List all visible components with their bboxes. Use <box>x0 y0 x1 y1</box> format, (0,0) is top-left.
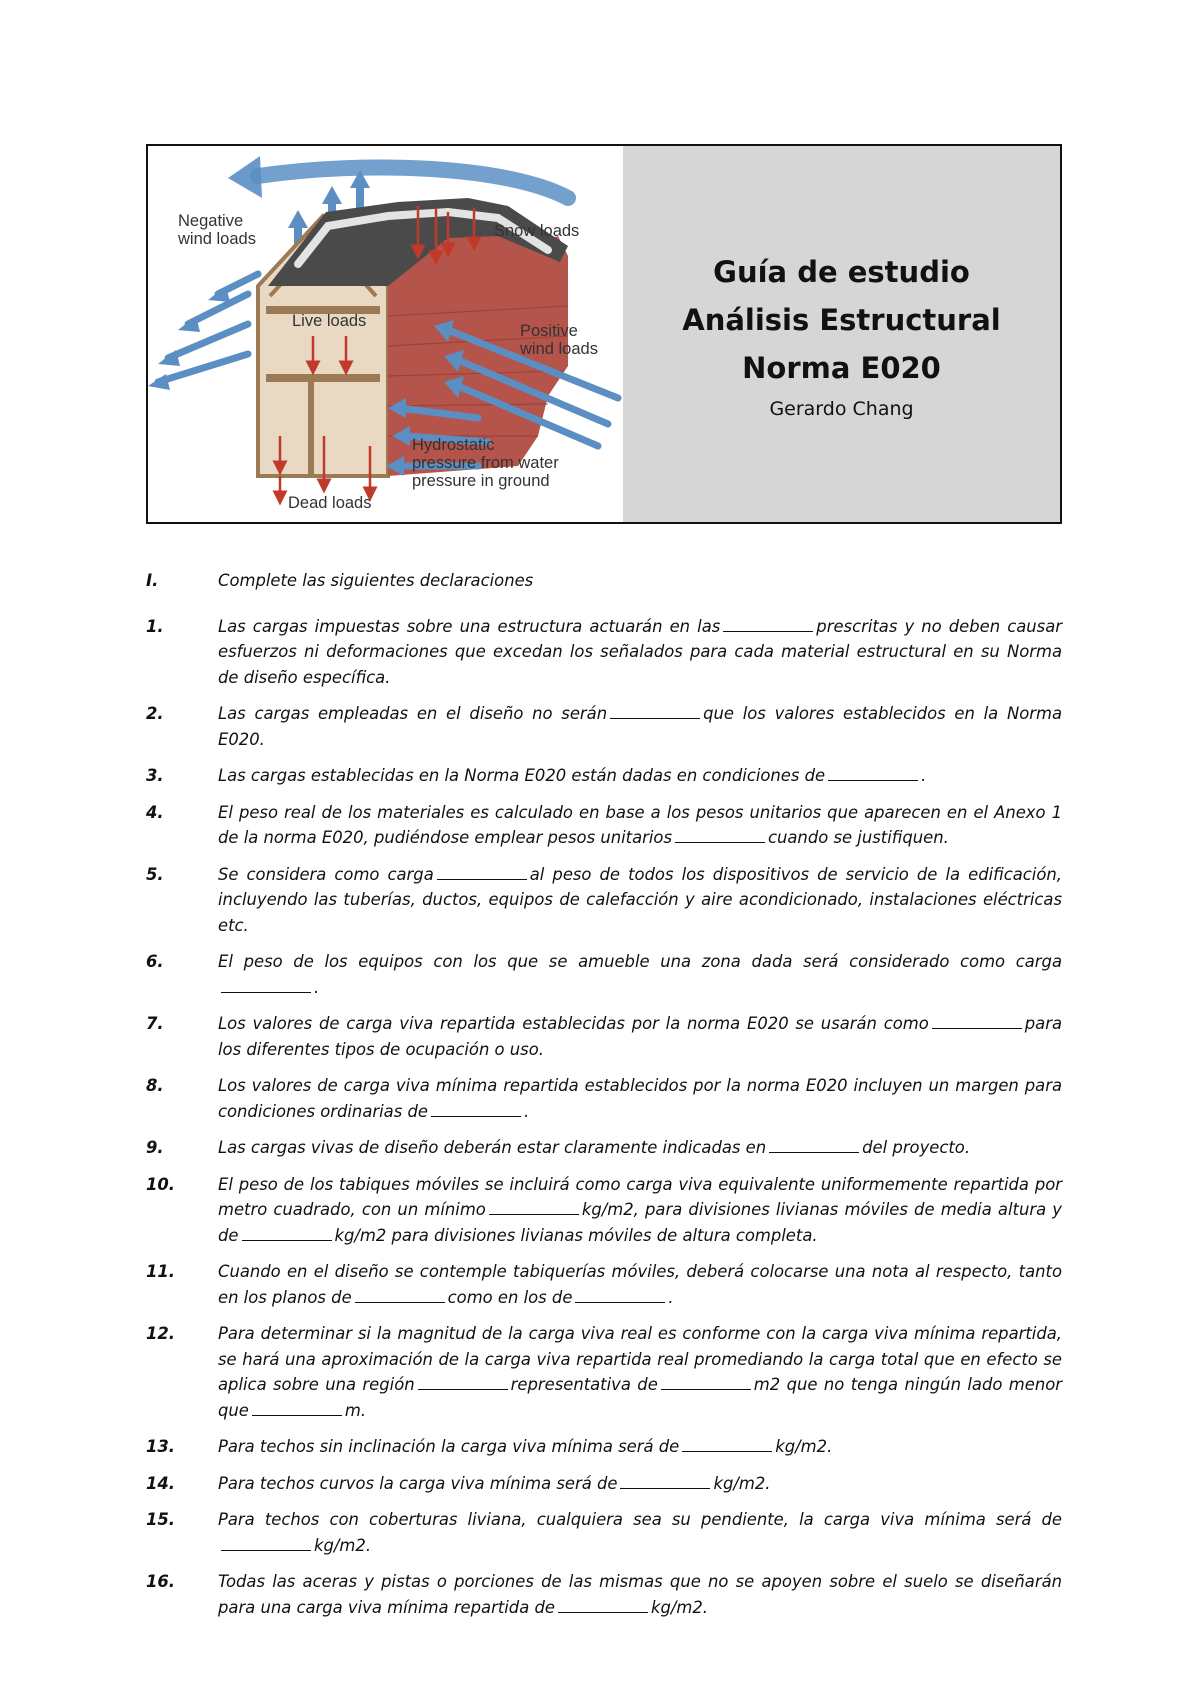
question-text <box>218 701 1062 752</box>
title-panel <box>623 146 1060 522</box>
section-title: Complete las siguientes declaraciones <box>218 571 534 590</box>
question-segment: kg/m2. <box>713 1473 771 1493</box>
question-segment: como en los de <box>447 1287 573 1307</box>
label-hydro-1: Hydrostatic <box>412 436 495 454</box>
question-list <box>146 614 1062 1621</box>
question-number: 16. <box>146 1572 176 1591</box>
question-number: 5. <box>146 864 164 884</box>
question-segment: Todas las aceras y pistas o porciones de las mismas que no se apoyen sobre el suelo se diseñarán para una carga viva mínima repartida de <box>218 1572 1062 1617</box>
answer-blank[interactable] <box>723 614 813 631</box>
question-item <box>146 1172 1062 1249</box>
question-item <box>146 1259 1062 1310</box>
answer-blank[interactable] <box>932 1012 1022 1029</box>
question-segment: Los valores de carga viva mínima repartida establecidos por la norma E020 incluyen un margen para condiciones ordinarias de <box>218 1076 1062 1121</box>
answer-blank[interactable] <box>221 1533 311 1550</box>
answer-blank[interactable] <box>575 1285 665 1302</box>
label-dead: Dead loads <box>288 494 372 512</box>
question-text <box>218 763 1062 789</box>
answer-blank[interactable] <box>558 1595 648 1612</box>
question-segment: Las cargas establecidas en la Norma E020 están dadas en condiciones de <box>218 766 826 785</box>
question-number: 4. <box>146 802 164 822</box>
title-line-1: Guía de estudio <box>713 255 970 289</box>
question-number: 6. <box>146 952 164 971</box>
answer-blank[interactable] <box>610 702 700 719</box>
question-number: 11. <box>146 1262 176 1281</box>
question-segment: kg/m2. <box>314 1535 372 1555</box>
question-segment: Los valores de carga viva repartida establecidas por la norma E020 se usarán como <box>218 1014 929 1033</box>
question-text <box>218 1507 1062 1558</box>
section-heading <box>146 568 1062 594</box>
question-segment: del proyecto. <box>862 1138 971 1157</box>
question-segment: kg/m2. <box>775 1437 833 1456</box>
author: Gerardo Chang <box>769 398 914 420</box>
section-number: I. <box>146 571 159 590</box>
question-number: 14. <box>146 1473 176 1493</box>
question-segment: para los diferentes tipos de ocupación o uso. <box>218 1014 1062 1059</box>
question-segment: m. <box>344 1400 367 1420</box>
question-text <box>218 862 1062 939</box>
question-segment: kg/m2, para divisiones livianas móviles de media altura y de <box>218 1200 1062 1245</box>
answer-blank[interactable] <box>418 1373 508 1390</box>
question-item <box>146 1321 1062 1423</box>
answer-blank[interactable] <box>431 1099 521 1116</box>
title-line-2: Análisis Estructural <box>682 303 1001 337</box>
question-segment: El peso de los tabiques móviles se incluirá como carga viva equivalente uniformemente repartida por metro cuadrado, con un mínimo <box>218 1174 1062 1219</box>
left-wind-arrows <box>158 274 258 382</box>
question-number: 7. <box>146 1014 164 1033</box>
question-segment: representativa de <box>510 1375 658 1394</box>
question-segment: al peso de todos los dispositivos de servicio de la edificación, incluyendo las tuberías, ductos, equipos de calefacción y aire acondicionado, instalaciones eléctricas etc. <box>218 864 1062 935</box>
question-number: 2. <box>146 704 164 723</box>
question-item <box>146 1011 1062 1062</box>
answer-blank[interactable] <box>221 975 311 992</box>
question-text <box>218 1569 1062 1620</box>
answer-blank[interactable] <box>252 1398 342 1415</box>
negative-wind-arrow <box>258 167 568 198</box>
question-item <box>146 1471 1062 1497</box>
question-segment: Las cargas vivas de diseño deberán estar claramente indicadas en <box>218 1138 767 1157</box>
question-text <box>218 1135 1062 1161</box>
question-number: 1. <box>146 616 164 636</box>
answer-blank[interactable] <box>242 1223 332 1240</box>
question-segment: Para techos con coberturas liviana, cualquiera sea su pendiente, la carga viva mínima será de <box>218 1510 1062 1529</box>
question-text <box>218 1471 1062 1497</box>
question-text <box>218 1259 1062 1310</box>
answer-blank[interactable] <box>769 1136 859 1153</box>
question-item <box>146 1073 1062 1124</box>
header-box <box>146 144 1062 524</box>
question-segment: que los valores establecidos en la Norma E020. <box>218 704 1062 749</box>
answer-blank[interactable] <box>675 826 765 843</box>
question-segment: Para determinar si la magnitud de la carga viva real es conforme con la carga viva mínima repartida, se hará una aproximación de la carga viva repartida real promediando la carga total que en efecto se aplica sobre una región <box>218 1324 1062 1394</box>
question-segment: El peso real de los materiales es calculado en base a los pesos unitarios que aparecen en el Anexo 1 de la norma E020, pudiéndose emplear pesos unitarios <box>218 802 1062 847</box>
question-segment: Las cargas impuestas sobre una estructura actuarán en las <box>218 616 721 636</box>
question-segment: kg/m2. <box>650 1597 708 1617</box>
answer-blank[interactable] <box>355 1285 445 1302</box>
question-segment: prescritas y no deben causar esfuerzos ni deformaciones que excedan los señalados para cada material estructural en su Norma de diseño específica. <box>218 616 1062 687</box>
answer-blank[interactable] <box>828 764 918 781</box>
questions <box>146 568 1062 1631</box>
question-segment: . <box>314 977 320 997</box>
question-text <box>218 1172 1062 1249</box>
answer-blank[interactable] <box>620 1471 710 1488</box>
answer-blank[interactable] <box>437 862 527 879</box>
question-text <box>218 1321 1062 1423</box>
question-segment: . <box>921 766 927 785</box>
question-segment: El peso de los equipos con los que se amueble una zona dada será considerado como carga <box>218 952 1062 971</box>
question-segment: cuando se justifiquen. <box>767 828 949 847</box>
question-segment: . <box>668 1287 674 1307</box>
question-segment: m2 que no tenga ningún lado menor que <box>218 1375 1062 1420</box>
question-item <box>146 1135 1062 1161</box>
label-live: Live loads <box>292 312 367 330</box>
label-negative-2: wind loads <box>178 230 256 248</box>
answer-blank[interactable] <box>489 1198 579 1215</box>
question-text <box>218 1073 1062 1124</box>
question-segment: Las cargas empleadas en el diseño no serán <box>218 704 608 723</box>
question-text <box>218 1011 1062 1062</box>
question-item <box>146 800 1062 851</box>
question-segment: Para techos curvos la carga viva mínima será de <box>218 1473 618 1493</box>
question-number: 15. <box>146 1510 176 1529</box>
question-item <box>146 1434 1062 1460</box>
question-item <box>146 1569 1062 1620</box>
question-number: 8. <box>146 1076 164 1095</box>
question-number: 10. <box>146 1174 176 1194</box>
question-item <box>146 701 1062 752</box>
question-item <box>146 614 1062 691</box>
question-text <box>218 949 1062 1000</box>
structural-loads-diagram <box>148 146 623 522</box>
question-text <box>218 1434 1062 1460</box>
question-segment: Para techos sin inclinación la carga viva mínima será de <box>218 1437 680 1456</box>
question-text <box>218 800 1062 851</box>
label-positive-2: wind loads <box>520 340 598 358</box>
question-number: 3. <box>146 766 164 785</box>
loads-illustration <box>148 146 623 522</box>
label-hydro-3: pressure in ground <box>412 472 550 490</box>
question-number: 12. <box>146 1324 176 1343</box>
question-segment: kg/m2 para divisiones livianas móviles de altura completa. <box>334 1225 818 1245</box>
question-item <box>146 949 1062 1000</box>
question-number: 13. <box>146 1437 176 1456</box>
label-hydro-2: pressure from water <box>412 454 559 472</box>
answer-blank[interactable] <box>682 1435 772 1452</box>
answer-blank[interactable] <box>661 1373 751 1390</box>
question-number: 9. <box>146 1138 164 1157</box>
question-item <box>146 763 1062 789</box>
question-segment: Se considera como carga <box>218 864 434 884</box>
question-item <box>146 862 1062 939</box>
label-positive-1: Positive <box>520 322 578 340</box>
label-snow: Snow loads <box>494 222 580 240</box>
question-segment: Cuando en el diseño se contemple tabiquerías móviles, deberá colocarse una nota al respecto, tanto en los planos de <box>218 1262 1062 1307</box>
question-item <box>146 1507 1062 1558</box>
label-negative-1: Negative <box>178 212 244 230</box>
question-text <box>218 614 1062 691</box>
title-line-3: Norma E020 <box>742 351 941 385</box>
question-segment: . <box>523 1101 530 1121</box>
